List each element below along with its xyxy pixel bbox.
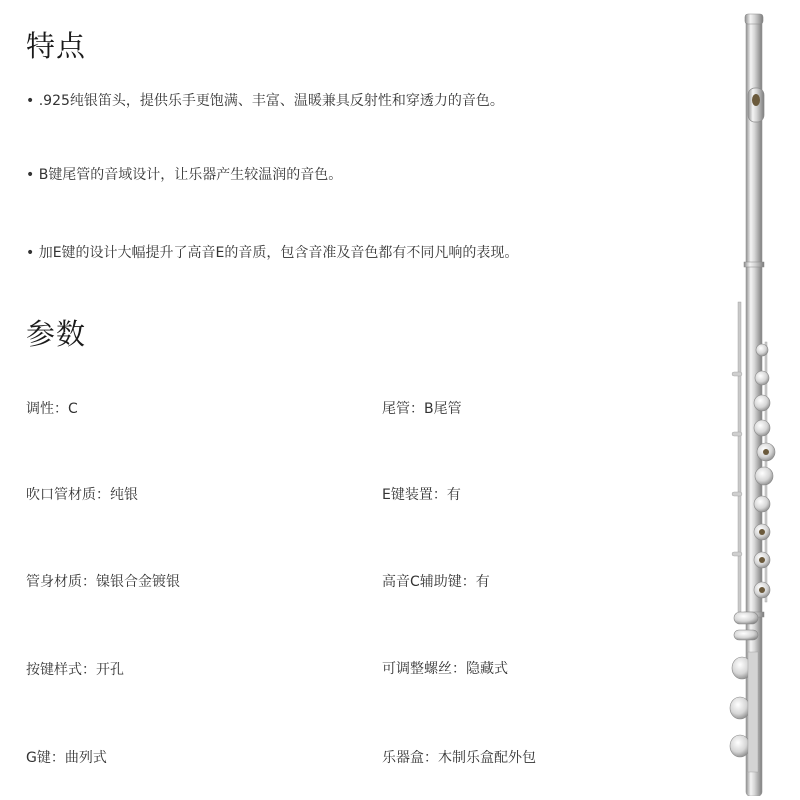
spec-key-style: 按键样式：开孔 <box>26 662 124 678</box>
spec-adjust-screws: 可调整螺丝：隐藏式 <box>382 661 508 677</box>
features-heading: 特点 <box>26 29 87 63</box>
spec-body-material: 管身材质：镍银合金镀银 <box>26 574 180 590</box>
spec-high-c-trill: 高音C辅助键：有 <box>382 574 490 590</box>
silver-flute-icon <box>718 12 788 796</box>
feature-item-b-footjoint: • B键尾管的音域设计，让乐器产生较温润的音色。 <box>26 167 343 183</box>
feature-item-split-e: • 加E键的设计大幅提升了高音E的音质，包含音准及音色都有不同凡响的表现。 <box>26 245 519 261</box>
spec-headjoint-material: 吹口管材质：纯银 <box>26 487 138 503</box>
spec-g-key: G键：曲列式 <box>26 750 107 766</box>
specs-heading: 参数 <box>26 317 87 351</box>
spec-key: 调性：C <box>26 401 78 417</box>
feature-item-headjoint: • .925纯银笛头，提供乐手更饱满、丰富、温暖兼具反射性和穿透力的音色。 <box>26 93 504 109</box>
spec-footjoint: 尾管：B尾管 <box>382 401 462 417</box>
spec-e-mechanism: E键装置：有 <box>382 487 461 503</box>
spec-case: 乐器盒：木制乐盒配外包 <box>382 750 536 766</box>
